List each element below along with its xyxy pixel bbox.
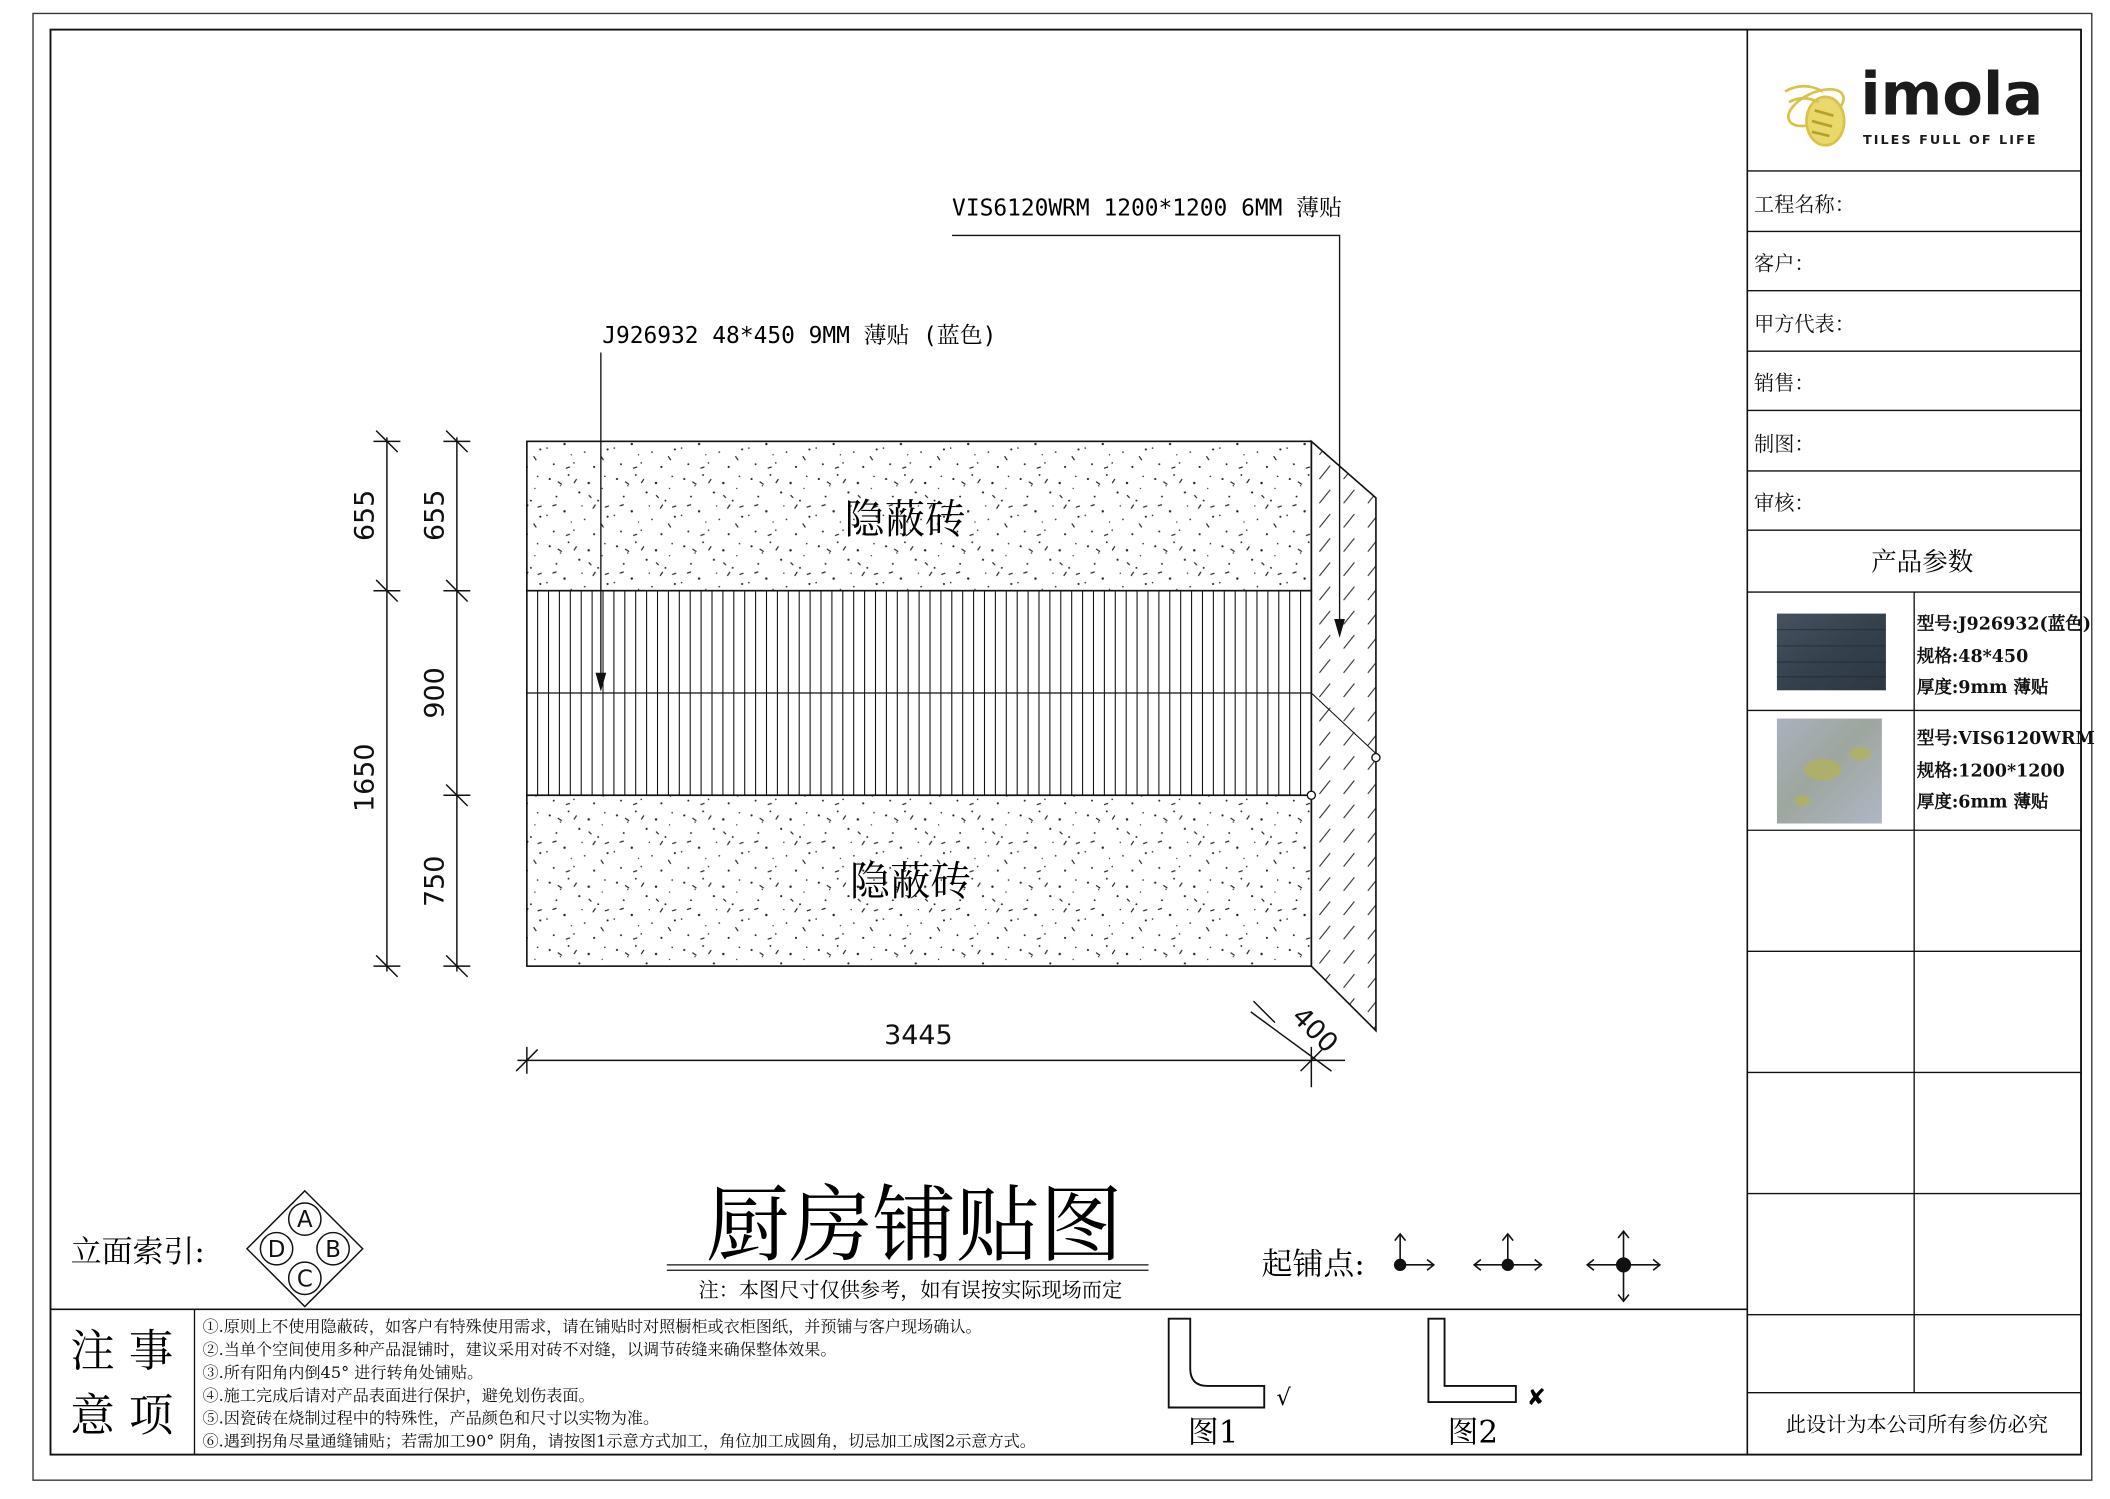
product-model: 型号:VIS6120WRM [1916, 729, 2095, 750]
product-params-title: 产品参数 [1871, 547, 1974, 578]
product-thickness: 厚度:9mm 薄贴 [1916, 677, 2049, 698]
elevation-letter-d: D [267, 1236, 286, 1263]
figure1-rounded-corner [1169, 1319, 1265, 1408]
figure1-label: 图1 [1187, 1414, 1239, 1451]
field-reviewer: 审核： [1754, 490, 1815, 515]
start-point-label: 起铺点: [1261, 1246, 1365, 1283]
dim-bottom: 750 [419, 855, 451, 908]
product-model: 型号:J926932(蓝色) [1916, 614, 2092, 635]
field-drafter: 制图： [1754, 431, 1815, 456]
bee-icon [1783, 82, 1849, 146]
drawing-title: 厨房铺贴图 [705, 1177, 1123, 1275]
notes-title-line2: 意 项 [70, 1390, 174, 1442]
note-item: ④.施工完成后请对产品表面进行保护，避免划伤表面。 [202, 1385, 595, 1405]
dim-total-height: 1650 [349, 743, 381, 812]
field-sales: 销售： [1754, 371, 1815, 396]
start-point-corner-icon [1395, 1234, 1434, 1270]
elevation-index-label: 立面索引: [70, 1234, 205, 1271]
field-client-rep: 甲方代表： [1754, 312, 1855, 337]
start-point-center-icon [1474, 1234, 1541, 1270]
dim-side: 400 [1285, 1000, 1344, 1060]
note-item: ①.原则上不使用隐蔽砖，如客户有特殊使用需求，请在铺贴时对照橱柜或衣柜图纸，并预铺与客户现场确认。 [202, 1317, 982, 1337]
figure2-square-corner [1428, 1319, 1515, 1402]
note-item: ⑤.因瓷砖在烧制过程中的特殊性，产品颜色和尺寸以实物为准。 [202, 1408, 660, 1428]
product-thickness: 厚度:6mm 薄贴 [1916, 792, 2049, 813]
start-point-cross-icon [1587, 1231, 1660, 1301]
figure2-cross-mark: ✘ [1526, 1384, 1546, 1411]
drawing-subtitle: 注：本图尺寸仅供参考，如有误按实际现场而定 [698, 1278, 1123, 1303]
hidden-tile-label-bottom: 隐蔽砖 [849, 857, 971, 905]
callout-vis6120wrm: VIS6120WRM 1200*1200 6MM 薄贴 [952, 195, 1342, 222]
elevation-letter-c: C [296, 1266, 313, 1293]
dim-width: 3445 [884, 1020, 953, 1052]
copyright-note: 此设计为本公司所有参仿必究 [1785, 1412, 2048, 1437]
start-point-icons [1395, 1231, 1660, 1301]
elevation-letter-b: B [325, 1236, 341, 1263]
field-customer: 客户： [1754, 251, 1815, 276]
note-item: ⑥.遇到拐角尽量通缝铺贴；若需加工90° 阴角，请按图1示意方式加工，角位加工成圆角，切忌加工成图2示意方式。 [202, 1431, 1036, 1451]
figure2-label: 图2 [1447, 1414, 1499, 1451]
side-return-wall [1311, 441, 1376, 1030]
product-size: 规格:48*450 [1916, 647, 2029, 668]
note-item: ③.所有阳角内倒45° 进行转角处铺贴。 [202, 1362, 484, 1382]
product-size: 规格:1200*1200 [1916, 761, 2065, 782]
field-project-name: 工程名称： [1754, 192, 1855, 217]
dim-top-left: 655 [349, 489, 381, 542]
notes-title-line1: 注 事 [70, 1325, 174, 1377]
elevation-letter-a: A [297, 1207, 313, 1234]
callout-j926932: J926932 48*450 9MM 薄贴 (蓝色) [602, 323, 997, 350]
dim-mid: 900 [419, 667, 451, 719]
dim-top-right: 655 [419, 489, 451, 542]
brand-tagline: TILES FULL OF LIFE [1863, 132, 2038, 148]
product-swatch-j926932 [1777, 614, 1886, 691]
figure1-check-mark: √ [1276, 1384, 1291, 1411]
note-item: ②.当单个空间使用多种产品混铺时，建议采用对砖不对缝，以调节砖缝来确保整体效果。 [202, 1340, 837, 1360]
brand-logo [1783, 59, 2043, 148]
brand-name: imola [1860, 59, 2044, 129]
hidden-tile-label-top: 隐蔽砖 [844, 495, 966, 543]
